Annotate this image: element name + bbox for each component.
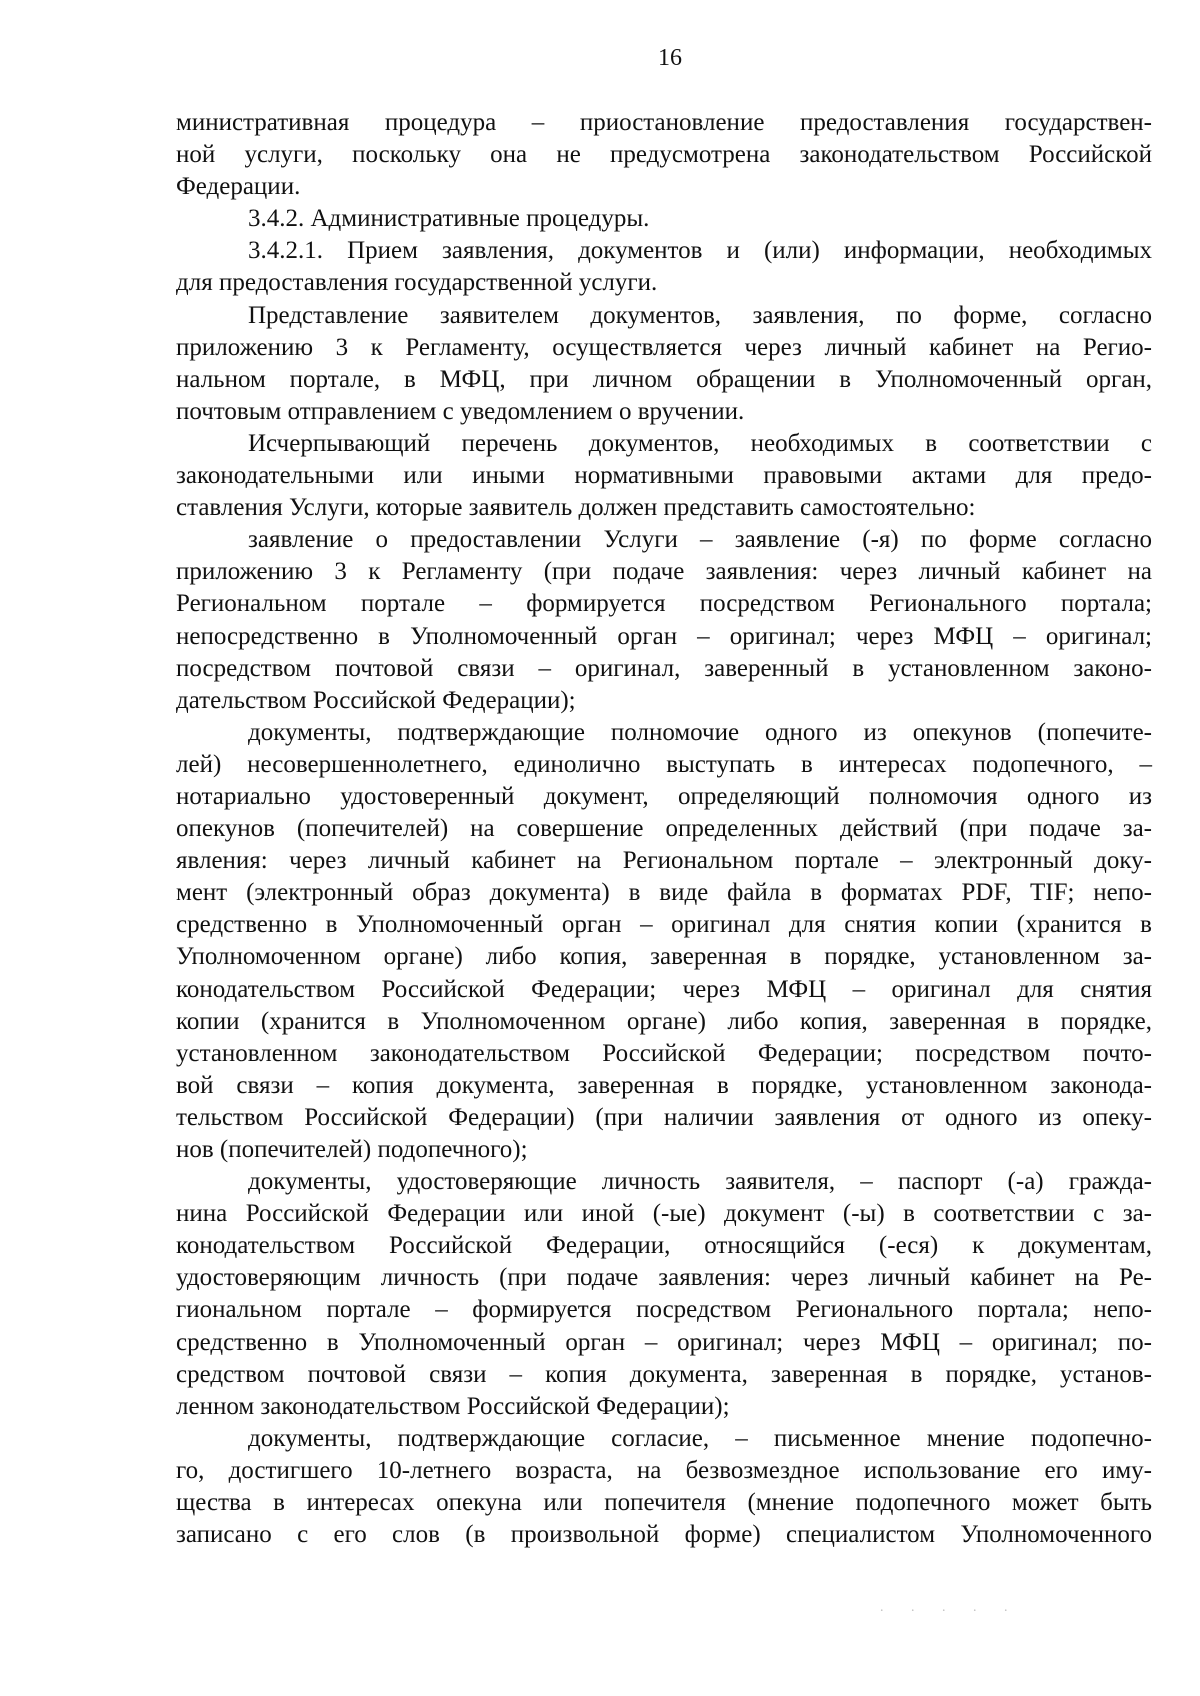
text-line: вой связи – копия документа, заверенная в порядке, установленном законода- [176,1071,1152,1099]
text-line: приложению 3 к Регламенту, осуществляется через личный кабинет на Регио- [176,333,1152,361]
text-line: Уполномоченном органе) либо копия, заверенная в порядке, установленном за- [176,943,1152,971]
text-line: посредством почтовой связи – оригинал, заверенный в установленном законо- [176,654,1152,682]
text-line: гиональном портале – формируется посредством Регионального портала; непо- [176,1296,1152,1324]
text-line: средством почтовой связи – копия документа, заверенная в порядке, установ- [176,1360,1152,1388]
text-line: тельством Российской Федерации) (при наличии заявления от одного из опеку- [176,1103,1152,1131]
text-line: конодательством Российской Федерации, относящийся (-еся) к документам, [176,1232,1152,1260]
text-line: для предоставления государственной услуги. [176,269,658,297]
text-line: документы, подтверждающие согласие, – письменное мнение подопечно- [248,1424,1152,1452]
text-line: министративная процедура – приостановление предоставления государствен- [176,109,1152,136]
text-line: почтовым отправлением с уведомлением о вручении. [176,397,745,425]
text-line: опекунов (попечителей) на совершение определенных действий (при подаче за- [176,815,1152,843]
text-line: документы, подтверждающие полномочие одного из опекунов (попечите- [248,718,1152,746]
text-line: нина Российской Федерации или иной (-ые) документ (-ы) в соответствии с за- [176,1200,1152,1228]
text-line: установленном законодательством Российской Федерации; посредством почто- [176,1039,1152,1067]
text-line: приложению 3 к Регламенту (при подаче заявления: через личный кабинет на [176,558,1152,586]
text-line: законодательными или иными нормативными правовыми актами для предо- [176,462,1152,490]
page-number: 16 [658,45,682,71]
text-line: заявление о предоставлении Услуги – заявление (-я) по форме согласно [248,526,1152,554]
text-line: нов (попечителей) подопечного); [176,1136,528,1163]
text-line: Исчерпывающий перечень документов, необходимых в соответствии с [248,429,1152,457]
text-line: 3.4.2.1. Прием заявления, документов и (или) информации, необходимых [248,237,1152,265]
text-line: ставления Услуги, которые заявитель должен представить самостоятельно: [176,494,976,522]
text-line: средственно в Уполномоченный орган – оригинал для снятия копии (хранится в [176,911,1152,939]
text-line: непосредственно в Уполномоченный орган – оригинал; через МФЦ – оригинал; [176,622,1152,650]
text-line: нальном портале, в МФЦ, при личном обращении в Уполномоченный орган, [176,365,1152,393]
text-line: Представление заявителем документов, заявления, по форме, согласно [248,301,1152,329]
scan-artifact: . . . . . [880,1600,1020,1615]
text-line: копии (хранится в Уполномоченном органе) либо копия, заверенная в порядке, [176,1007,1152,1035]
text-line: Региональном портале – формируется посредством Регионального портала; [176,590,1152,618]
text-line: ной услуги, поскольку она не предусмотрена законодательством Российской [176,141,1152,169]
body-text [176,107,1152,1551]
text-line: щества в интересах опекуна или попечителя (мнение подопечного может быть [176,1489,1152,1517]
text-line: средственно в Уполномоченный орган – оригинал; через МФЦ – оригинал; по- [176,1328,1152,1356]
text-line: удостоверяющим личность (при подаче заявления: через личный кабинет на Ре- [176,1264,1152,1292]
text-line: Федерации. [176,173,301,201]
text-line: документы, удостоверяющие личность заявителя, – паспорт (-а) гражда- [248,1168,1152,1196]
text-line: ленном законодательством Российской Федерации); [176,1392,730,1420]
text-line: дательством Российской Федерации); [176,686,576,714]
text-line: 3.4.2. Административные процедуры. [248,205,650,233]
text-line: нотариально удостоверенный документ, определяющий полномочия одного из [176,782,1152,810]
text-line: лей) несовершеннолетнего, единолично выступать в интересах подопечного, – [176,750,1152,778]
text-line: записано с его слов (в произвольной форме) специалистом Уполномоченного [176,1521,1152,1549]
text-line: го, достигшего 10-летнего возраста, на безвозмездное использование его иму- [176,1456,1152,1484]
text-line: мент (электронный образ документа) в виде файла в форматах PDF, TIF; непо- [176,879,1152,907]
text-line: конодательством Российской Федерации; через МФЦ – оригинал для снятия [176,975,1152,1003]
text-line: явления: через личный кабинет на Региональном портале – электронный доку- [176,847,1152,875]
